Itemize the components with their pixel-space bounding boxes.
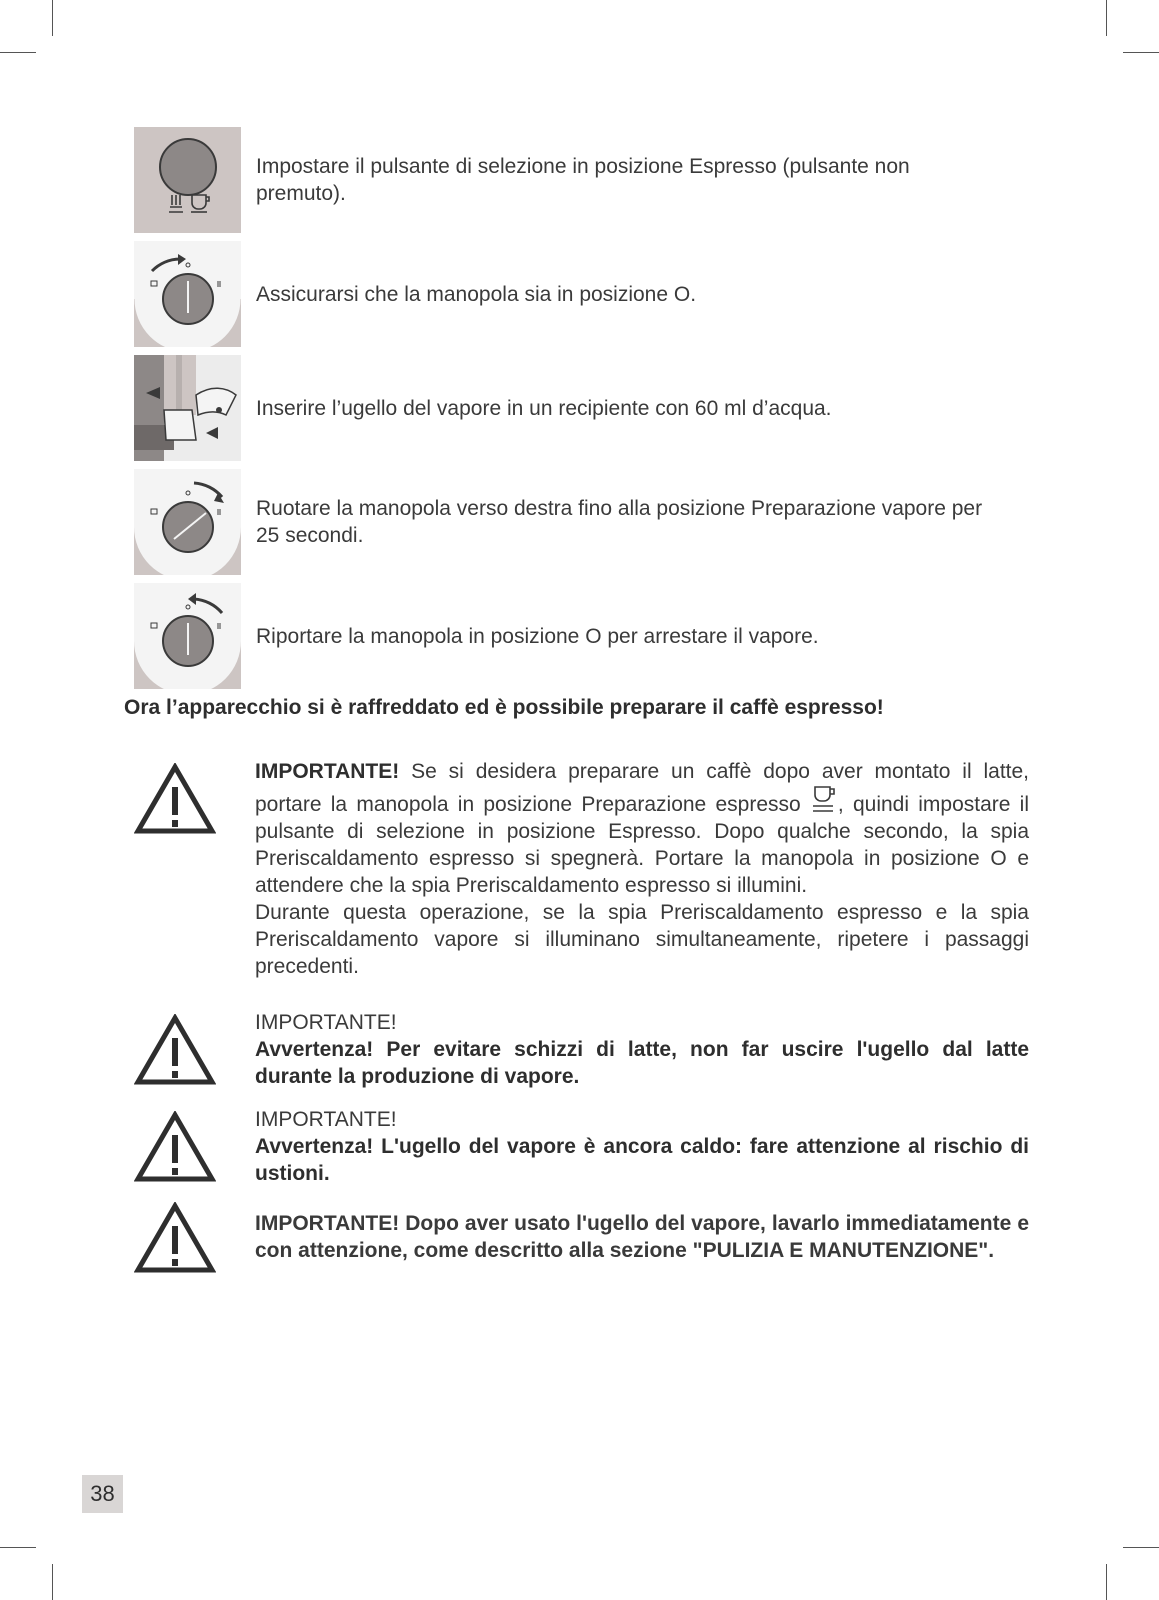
crop-mark xyxy=(1123,1547,1159,1548)
crop-mark xyxy=(52,0,53,36)
warning-3-text: Avvertenza! L'ugello del vapore è ancora caldo: fare attenzione al rischio di ustioni. xyxy=(255,1135,1029,1185)
warning-1-text-c: Durante questa operazione, se la spia Preriscaldamento espresso e la spia Preriscaldamento vapore si illuminano simultaneamente, ripetere i passaggi precedenti. xyxy=(255,901,1029,978)
warning-1-text-a: Se si desidera preparare un caffè dopo aver montato il latte, portare la manopola in posizione Preparazione espresso xyxy=(255,760,1029,816)
page-number: 38 xyxy=(82,1475,123,1513)
knob-return-illustration xyxy=(134,583,241,689)
crop-mark xyxy=(52,1564,53,1600)
warning-1-text-b: , quindi impostare il pulsante di selezione in posizione Espresso. Dopo qualche secondo, la spia Preriscaldamento espresso si spegnerà. Portare la manopola in posizione O e attendere che la spia Preriscaldamento espresso si illumini. xyxy=(255,793,1030,897)
step-1-text: Impostare il pulsante di selezione in posizione Espresso (pulsante non premuto). xyxy=(256,155,910,205)
step-5-text: Riportare la manopola in posizione O per arrestare il vapore. xyxy=(256,624,819,648)
step-4 xyxy=(134,469,1034,575)
steam-wand-jug-illustration xyxy=(134,355,241,461)
warning-triangle-icon xyxy=(134,1202,216,1274)
warning-triangle-icon xyxy=(134,1111,216,1183)
crop-mark xyxy=(1123,52,1159,53)
warning-3-label: IMPORTANTE! xyxy=(255,1108,397,1131)
warning-2-body xyxy=(255,1009,1029,1090)
step-3 xyxy=(134,355,1034,461)
warning-2-text: Avvertenza! Per evitare schizzi di latte, non far uscire l'ugello dal latte durante la produzione di vapore. xyxy=(255,1038,1029,1088)
step-4-text: Ruotare la manopola verso destra fino alla posizione Preparazione vapore per 25 secondi. xyxy=(256,497,983,547)
step-5 xyxy=(134,583,1034,689)
warning-2-label: IMPORTANTE! xyxy=(255,1011,397,1034)
espresso-cup-icon xyxy=(810,785,838,815)
warning-1-label: IMPORTANTE! xyxy=(255,760,400,783)
warning-triangle-icon xyxy=(134,1014,216,1086)
warning-1-body xyxy=(255,758,1029,980)
warning-4-text: IMPORTANTE! Dopo aver usato l'ugello del vapore, lavarlo immediatamente e con attenzione, come descritto alla sezione "PULIZIA E MANUTENZIONE". xyxy=(255,1212,1029,1262)
knob-steam-illustration xyxy=(134,469,241,575)
step-2-text: Assicurarsi che la manopola sia in posizione O. xyxy=(256,282,697,306)
step-1 xyxy=(134,127,1034,233)
crop-mark xyxy=(1106,1564,1107,1600)
selector-button-illustration xyxy=(134,127,241,233)
crop-mark xyxy=(0,52,36,53)
crop-mark xyxy=(1106,0,1107,36)
step-2 xyxy=(134,241,1034,347)
crop-mark xyxy=(0,1547,36,1548)
cooled-note: Ora l’apparecchio si è raffreddato ed è possibile preparare il caffè espresso! xyxy=(124,696,884,719)
knob-off-illustration xyxy=(134,241,241,347)
warning-triangle-icon xyxy=(134,763,216,835)
warning-3-body xyxy=(255,1106,1029,1187)
step-3-text: Inserire l’ugello del vapore in un recipiente con 60 ml d’acqua. xyxy=(256,396,832,420)
